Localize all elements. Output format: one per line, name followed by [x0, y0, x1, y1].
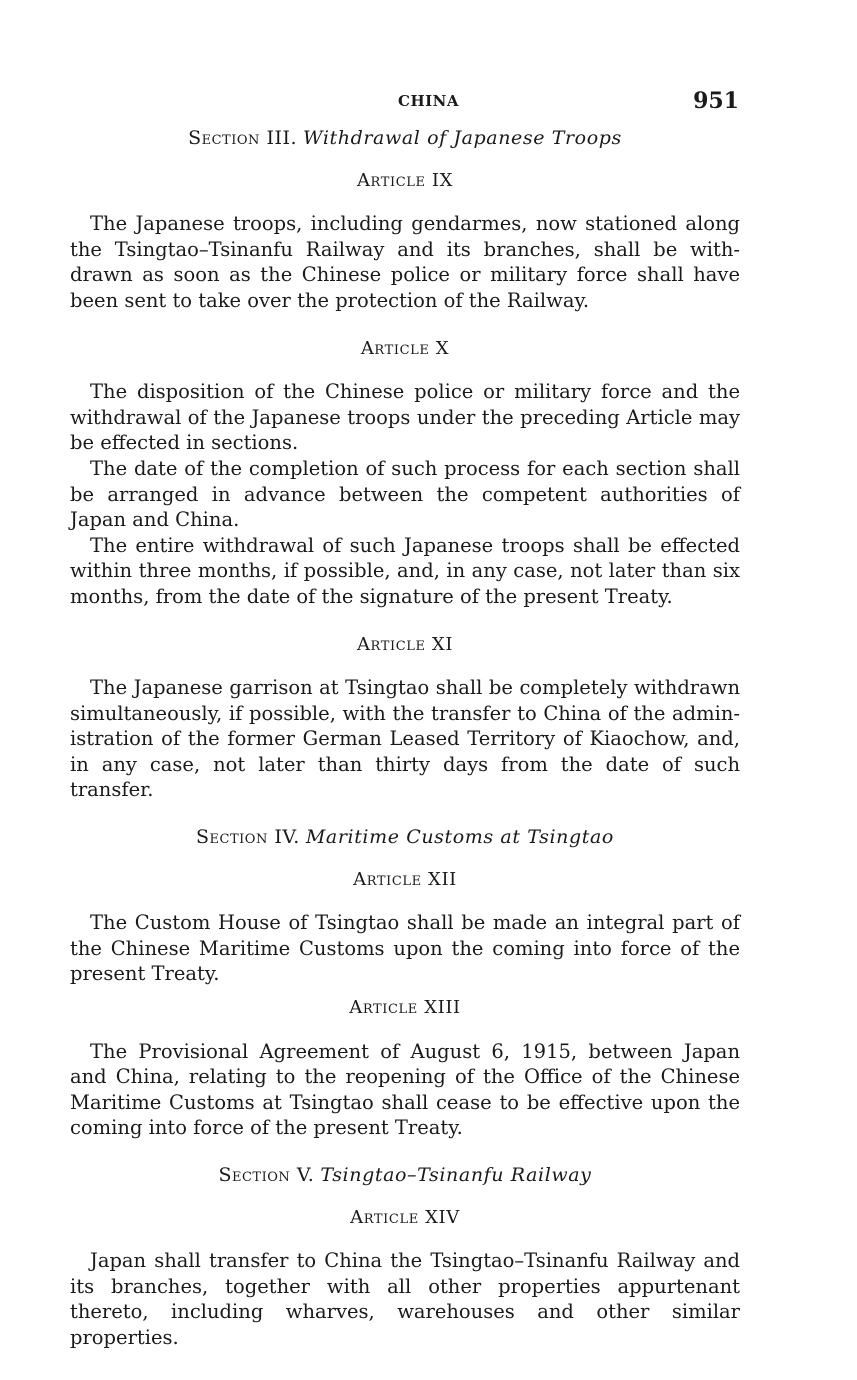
- article-paragraph: The date of the completion of such process for each section shall be arranged in advance between the competent authorities of Japan and China.: [70, 456, 740, 532]
- section-title: Maritime Customs at Tsingtao: [305, 826, 614, 849]
- running-title: CHINA: [398, 92, 459, 110]
- section-label: Section IV.: [196, 826, 300, 849]
- section-label: Section III.: [188, 127, 297, 149]
- section-title: Tsingtao–Tsinanfu Railway: [320, 1164, 592, 1186]
- section-heading: [70, 126, 740, 152]
- article-paragraph: The Custom House of Tsingtao shall be made an integral part of the Chinese Maritime Customs upon the coming into force of the present Treaty.: [70, 911, 740, 986]
- article-block: [70, 632, 740, 804]
- article-paragraph: The Japanese garrison at Tsingtao shall be completely withdrawn simultaneously, if possible, with the transfer to China of the administration of the former German Leased Territory of Kiaochow, and, in any case, not later than thirty days from the date of such transfer.: [70, 676, 740, 802]
- article-heading: Article XIV: [350, 1206, 460, 1228]
- article-paragraph: The entire withdrawal of such Japanese troops shall be effected within three months, if possible, and, in any case, not later than six months, from the date of the signature of the present Treaty.: [70, 533, 740, 608]
- article-paragraph: The disposition of the Chinese police or military force and the withdrawal of the Japanese troops under the preceding Article may be effected in sections.: [70, 380, 740, 455]
- page-number: 951: [693, 88, 739, 114]
- article-heading: Article IX: [356, 169, 454, 191]
- article-heading: Article XIII: [349, 997, 461, 1019]
- section-heading: [70, 1163, 740, 1189]
- article-block: [70, 1205, 740, 1351]
- article-heading: Article XI: [356, 633, 454, 655]
- section-heading: [70, 825, 740, 851]
- article-paragraph: The Provisional Agreement of August 6, 1915, between Japan and China, relating to the reopening of the Office of the Chinese Maritime Customs at Tsingtao shall cease to be effective upon the coming into force of the present Treaty.: [70, 1039, 740, 1140]
- article-heading: Article X: [360, 337, 450, 359]
- article-heading: Article XII: [353, 868, 457, 890]
- article-block: [70, 336, 740, 610]
- article-paragraph: Japan shall transfer to China the Tsingtao–Tsinanfu Railway and its branches, together with all other properties appurtenant thereto, including wharves, warehouses and other similar properties.: [70, 1249, 740, 1349]
- article-block: [70, 168, 740, 314]
- section-label: Section V.: [218, 1164, 315, 1186]
- article-block: [70, 867, 740, 987]
- page-body: [70, 126, 740, 1373]
- article-paragraph: The Japanese troops, including gendarmes, now stationed along the Tsingtao–Tsinanfu Railway and its branches, shall be withdrawn as soon as the Chinese police or military force shall have been sent to take over the protection of the Railway.: [70, 212, 740, 312]
- article-block: [70, 995, 740, 1141]
- section-title: Withdrawal of Japanese Troops: [303, 127, 622, 149]
